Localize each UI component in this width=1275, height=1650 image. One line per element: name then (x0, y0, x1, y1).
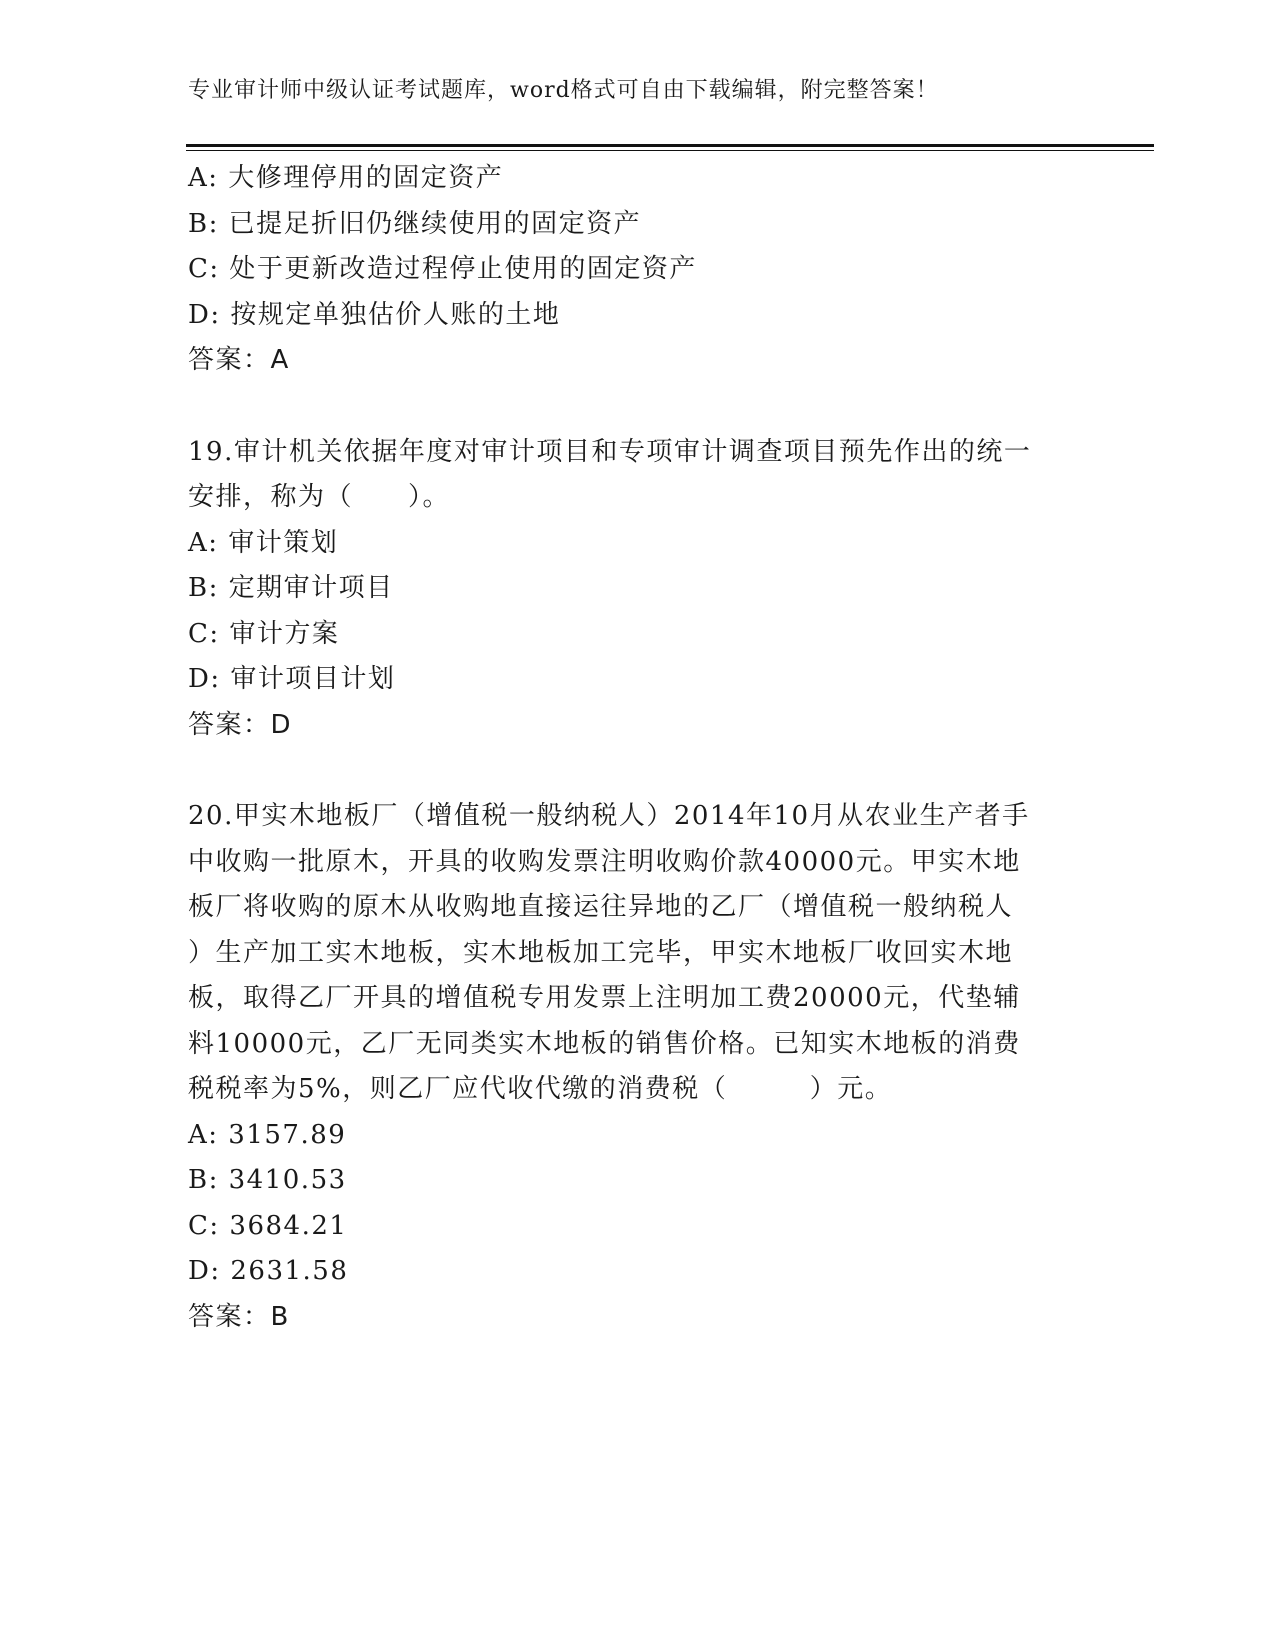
spacer (188, 748, 1068, 794)
option-d: D: 2631.58 (188, 1256, 349, 1286)
option-b: B: 已提足折旧仍继续使用的固定资产 (188, 208, 642, 239)
question-stem-line: 板厂将收购的原木从收购地直接运往异地的乙厂（增值税一般纳税人 (188, 892, 1014, 922)
question-stem-line: 税税率为5%，则乙厂应代收代缴的消费税（ ）元。 (188, 1074, 893, 1104)
question-stem-line: 板，取得乙厂开具的增值税专用发票上注明加工费20000元，代垫辅 (188, 983, 1021, 1013)
answer-line: 答案：A (188, 345, 290, 375)
answer-line: 答案：B (188, 1301, 290, 1332)
option-c: C: 处于更新改造过程停止使用的固定资产 (188, 254, 697, 284)
question-stem-line: 安排，称为（ ）。 (188, 482, 451, 512)
question-stem-line: 料10000元，乙厂无同类实木地板的销售价格。已知实木地板的消费 (188, 1028, 1021, 1059)
option-d: D: 按规定单独估价人账的土地 (188, 299, 561, 330)
option-a: A: 3157.89 (188, 1119, 347, 1150)
header-rule-thin (186, 150, 1154, 151)
page-header: 专业审计师中级认证考试题库，word格式可自由下载编辑，附完整答案！ (188, 78, 939, 103)
question-18 (188, 156, 1068, 384)
option-c: C: 3684.21 (188, 1210, 348, 1241)
option-b: B: 3410.53 (188, 1165, 347, 1195)
question-stem-line: 20.甲实木地板厂（增值税一般纳税人）2014年10月从农业生产者手 (188, 801, 1030, 831)
question-20 (188, 794, 1068, 1340)
answer-line: 答案：D (188, 709, 293, 740)
question-stem-line: 19.审计机关依据年度对审计项目和专项审计调查项目预先作出的统一 (188, 436, 1032, 467)
option-d: D: 审计项目计划 (188, 664, 396, 694)
question-stem-line: ）生产加工实木地板，实木地板加工完毕，甲实木地板厂收回实木地 (188, 937, 1014, 968)
option-b: B: 定期审计项目 (188, 573, 394, 603)
question-stem-line: 中收购一批原木，开具的收购发票注明收购价款40000元。甲实木地 (188, 846, 1021, 877)
question-19 (188, 430, 1068, 749)
option-c: C: 审计方案 (188, 618, 340, 649)
header-rule-thick (186, 144, 1154, 147)
option-a: A: 大修理停用的固定资产 (188, 163, 504, 193)
option-a: A: 审计策划 (188, 527, 339, 558)
question-content (188, 156, 1068, 1340)
spacer (188, 384, 1068, 430)
